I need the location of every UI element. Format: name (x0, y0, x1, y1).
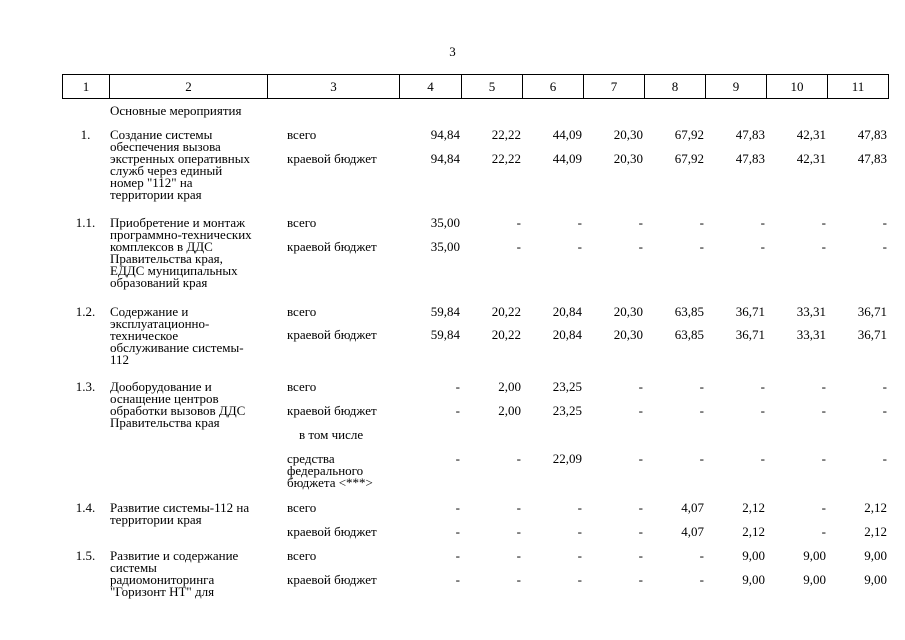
row-title-line: Развитие системы-112 на (110, 500, 250, 515)
value-cell: - (760, 451, 765, 466)
value-cell: 22,22 (491, 127, 521, 142)
value-cell: 22,09 (552, 451, 582, 466)
funding-source: всего (287, 379, 317, 394)
value-cell: - (821, 403, 826, 418)
value-cell: 20,22 (491, 304, 521, 319)
row-title-line: номер "112" на (110, 175, 193, 190)
value-cell: 33,31 (796, 304, 826, 319)
row-title-line: программно-технических (110, 227, 252, 242)
value-cell: 2,00 (498, 379, 521, 394)
value-cell: 36,71 (735, 304, 765, 319)
row-number: 1.2. (75, 304, 96, 319)
row-number: 1.3. (75, 379, 96, 394)
value-cell: 36,71 (735, 327, 765, 342)
funding-source: краевой бюджет (287, 524, 377, 539)
row-title-line: Развитие и содержание (110, 548, 239, 563)
value-cell: - (882, 239, 887, 254)
value-cell: - (821, 451, 826, 466)
row-title-line: территории края (110, 187, 202, 202)
header-cell-11: 11 (828, 75, 889, 98)
value-cell: 2,12 (742, 524, 765, 539)
value-cell: - (699, 215, 704, 230)
value-cell: - (760, 379, 765, 394)
value-cell: - (882, 451, 887, 466)
row-number: 1. (80, 127, 91, 142)
header-cell-4: 4 (400, 75, 462, 98)
value-cell: - (455, 524, 460, 539)
value-cell: - (821, 239, 826, 254)
value-cell: 44,09 (552, 151, 582, 166)
funding-source: краевой бюджет (287, 151, 377, 166)
value-cell: 9,00 (864, 548, 887, 563)
value-cell: - (699, 379, 704, 394)
value-cell: - (821, 215, 826, 230)
value-cell: - (760, 215, 765, 230)
value-cell: - (882, 403, 887, 418)
value-cell: - (577, 239, 582, 254)
value-cell: 22,22 (491, 151, 521, 166)
value-cell: - (577, 548, 582, 563)
row-title-line: оснащение центров (110, 391, 219, 406)
row-title-line: Правительства края (110, 415, 220, 430)
row-title-line: обработки вызовов ДДС (110, 403, 246, 418)
value-cell: 20,84 (552, 327, 582, 342)
header-cell-9: 9 (706, 75, 767, 98)
value-cell: 20,30 (613, 304, 643, 319)
row-title-line: образований края (110, 275, 208, 290)
row-title-line: обеспечения вызова (110, 139, 221, 154)
value-cell: 2,12 (864, 500, 887, 515)
value-cell: - (699, 403, 704, 418)
row-title-line: Создание системы (110, 127, 213, 142)
value-cell: - (638, 548, 643, 563)
value-cell: 42,31 (796, 127, 826, 142)
value-cell: 23,25 (552, 379, 582, 394)
value-cell: 35,00 (430, 239, 460, 254)
value-cell: 4,07 (681, 524, 704, 539)
value-cell: - (577, 524, 582, 539)
page-number: 3 (449, 44, 456, 59)
value-cell: - (455, 500, 460, 515)
row-title-line: Дооборудование и (110, 379, 212, 394)
funding-source: средства (287, 451, 335, 466)
value-cell: 67,92 (674, 127, 704, 142)
header-cell-8: 8 (645, 75, 706, 98)
value-cell: 47,83 (735, 151, 765, 166)
funding-source: краевой бюджет (287, 572, 377, 587)
value-cell: 36,71 (857, 327, 887, 342)
value-cell: - (516, 451, 521, 466)
header-cell-5: 5 (462, 75, 523, 98)
row-title-line: территории края (110, 512, 202, 527)
value-cell: 9,00 (803, 548, 826, 563)
row-title-line: обслуживание системы- (110, 340, 244, 355)
row-number: 1.4. (75, 500, 96, 515)
row-title-line: Правительства края, (110, 251, 223, 266)
value-cell: 2,00 (498, 403, 521, 418)
value-cell: - (516, 239, 521, 254)
value-cell: 44,09 (552, 127, 582, 142)
value-cell: 20,30 (613, 127, 643, 142)
value-cell: 42,31 (796, 151, 826, 166)
value-cell: 63,85 (674, 327, 704, 342)
value-cell: 23,25 (552, 403, 582, 418)
row-title-line: 112 (110, 352, 130, 367)
value-cell: - (699, 548, 704, 563)
value-cell: 94,84 (430, 151, 460, 166)
value-cell: - (699, 451, 704, 466)
value-cell: - (699, 239, 704, 254)
value-cell: 33,31 (796, 327, 826, 342)
value-cell: 2,12 (742, 500, 765, 515)
value-cell: 9,00 (864, 572, 887, 587)
value-cell: - (882, 379, 887, 394)
value-cell: - (455, 572, 460, 587)
funding-source: бюджета <***> (287, 475, 373, 490)
value-cell: - (516, 500, 521, 515)
header-cell-7: 7 (584, 75, 645, 98)
value-cell: - (516, 572, 521, 587)
row-title-line: Приобретение и монтаж (110, 215, 246, 230)
header-cell-10: 10 (767, 75, 828, 98)
row-title-line: служб через единый (110, 163, 223, 178)
value-cell: - (455, 379, 460, 394)
funding-source: всего (287, 500, 317, 515)
value-cell: - (638, 403, 643, 418)
value-cell: 35,00 (430, 215, 460, 230)
value-cell: 9,00 (742, 548, 765, 563)
row-number: 1.5. (75, 548, 96, 563)
value-cell: 59,84 (430, 304, 460, 319)
funding-source: всего (287, 304, 317, 319)
funding-source: краевой бюджет (287, 403, 377, 418)
row-title-line: радиомониторинга (110, 572, 215, 587)
row-title-line: комплексов в ДДС (110, 239, 213, 254)
value-cell: - (821, 379, 826, 394)
value-cell: 9,00 (803, 572, 826, 587)
value-cell: - (455, 451, 460, 466)
value-cell: 20,84 (552, 304, 582, 319)
value-cell: - (760, 239, 765, 254)
row-title-line: эксплуатационно- (110, 316, 210, 331)
funding-source: всего (287, 127, 317, 142)
row-title-line: экстренных оперативных (110, 151, 250, 166)
value-cell: 9,00 (742, 572, 765, 587)
value-cell: - (638, 451, 643, 466)
value-cell: - (577, 572, 582, 587)
value-cell: 2,12 (864, 524, 887, 539)
header-cell-6: 6 (523, 75, 584, 98)
funding-source: краевой бюджет (287, 327, 377, 342)
value-cell: - (638, 239, 643, 254)
value-cell: - (760, 403, 765, 418)
funding-source: в том числе (299, 427, 364, 442)
value-cell: 47,83 (857, 151, 887, 166)
value-cell: 63,85 (674, 304, 704, 319)
row-title-line: ЕДДС муниципальных (110, 263, 238, 278)
funding-source: всего (287, 548, 317, 563)
value-cell: 59,84 (430, 327, 460, 342)
value-cell: - (455, 403, 460, 418)
row-title-line: Содержание и (110, 304, 189, 319)
value-cell: - (821, 524, 826, 539)
value-cell: 20,30 (613, 327, 643, 342)
row-title-line: системы (110, 560, 157, 575)
value-cell: - (638, 500, 643, 515)
value-cell: - (821, 500, 826, 515)
value-cell: 36,71 (857, 304, 887, 319)
value-cell: 20,22 (491, 327, 521, 342)
value-cell: - (638, 572, 643, 587)
header-cell-3: 3 (268, 75, 400, 98)
value-cell: 4,07 (681, 500, 704, 515)
row-number: 1.1. (75, 215, 96, 230)
value-cell: - (638, 379, 643, 394)
value-cell: - (516, 524, 521, 539)
value-cell: - (699, 572, 704, 587)
section-title: Основные мероприятия (110, 103, 242, 118)
value-cell: - (882, 215, 887, 230)
row-title-line: техническое (110, 328, 179, 343)
value-cell: - (638, 524, 643, 539)
value-cell: 67,92 (674, 151, 704, 166)
value-cell: - (455, 548, 460, 563)
value-cell: 20,30 (613, 151, 643, 166)
funding-source: краевой бюджет (287, 239, 377, 254)
header-cell-2: 2 (110, 75, 268, 98)
row-title-line: "Горизонт НТ" для (110, 584, 215, 599)
value-cell: - (577, 500, 582, 515)
header-cell-1: 1 (63, 75, 110, 98)
value-cell: 47,83 (857, 127, 887, 142)
value-cell: - (577, 215, 582, 230)
value-cell: - (638, 215, 643, 230)
value-cell: 47,83 (735, 127, 765, 142)
value-cell: 94,84 (430, 127, 460, 142)
table-header-row (62, 74, 889, 99)
value-cell: - (516, 215, 521, 230)
value-cell: - (516, 548, 521, 563)
funding-source: всего (287, 215, 317, 230)
funding-source: федерального (287, 463, 364, 478)
